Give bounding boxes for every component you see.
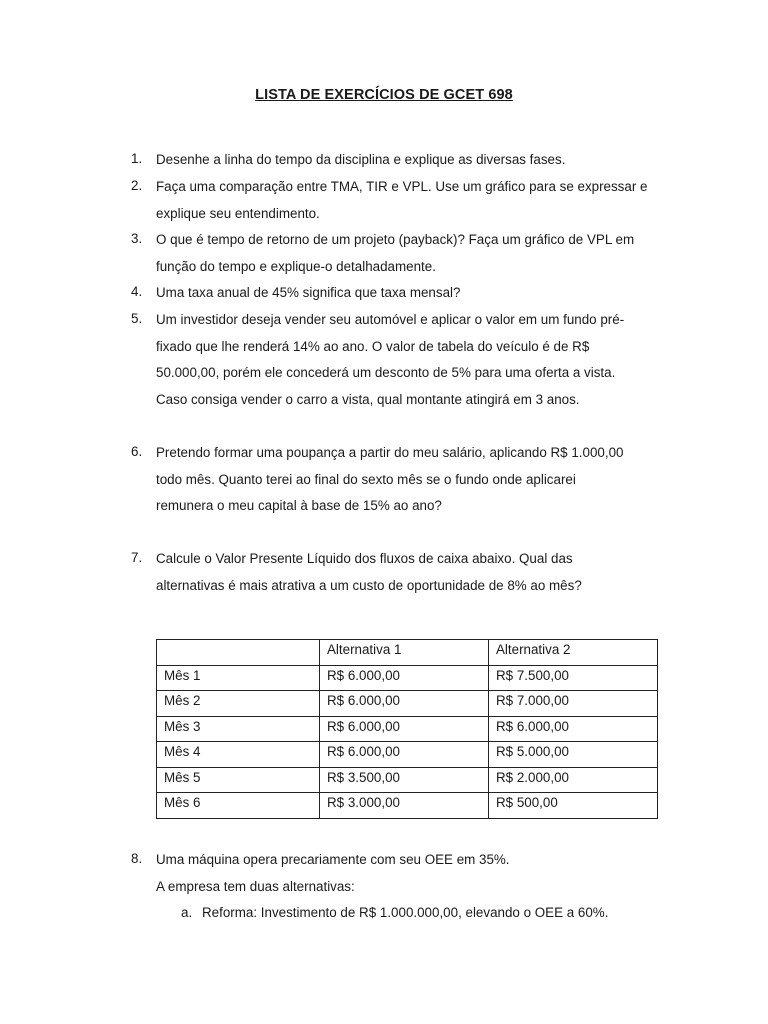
question-text-line: todo mês. Quanto terei ao final do sexto mês se o fundo onde aplicarei xyxy=(156,471,576,487)
table-header-cell xyxy=(157,640,320,666)
question-text-line: alternativas é mais atrativa a um custo de oportunidade de 8% ao mês? xyxy=(156,577,582,593)
page-title: LISTA DE EXERCÍCIOS DE GCET 698 xyxy=(255,87,513,103)
table-cell: R$ 7.000,00 xyxy=(489,691,658,717)
question-text-line: fixado que lhe renderá 14% ao ano. O valor de tabela do veículo é de R$ xyxy=(156,338,590,354)
question-text-line: A empresa tem duas alternativas: xyxy=(156,878,355,894)
table-header-row xyxy=(157,640,658,666)
question-text-line: Um investidor deseja vender seu automóvel e aplicar o valor em um fundo pré- xyxy=(156,312,625,327)
table-cell: R$ 6.000,00 xyxy=(489,716,658,742)
table-row xyxy=(157,665,658,691)
table-cell: R$ 6.000,00 xyxy=(320,691,489,717)
question-text-line: remunera o meu capital à base de 15% ao ano? xyxy=(156,498,442,513)
question-text-line: Uma máquina opera precariamente com seu OEE em 35%. xyxy=(156,852,510,867)
table-cell: R$ 2.000,00 xyxy=(489,767,658,793)
table-cell: Mês 2 xyxy=(157,691,320,717)
question-text-line: Pretendo formar uma poupança a partir do meu salário, aplicando R$ 1.000,00 xyxy=(156,445,624,460)
question-text-line: O que é tempo de retorno de um projeto (payback)? Faça um gráfico de VPL em xyxy=(156,232,635,247)
question-text-line: Desenhe a linha do tempo da disciplina e explique as diversas fases. xyxy=(156,152,566,167)
question-text-line: função do tempo e explique-o detalhadamente. xyxy=(156,258,436,274)
question-text-line: Caso consiga vender o carro a vista, qual montante atingirá em 3 anos. xyxy=(156,391,580,407)
table-cell: Mês 5 xyxy=(157,767,320,793)
table-cell: Mês 1 xyxy=(157,665,320,691)
question-text-line: Uma taxa anual de 45% significa que taxa mensal? xyxy=(156,285,461,300)
question-text-line: Calcule o Valor Presente Líquido dos fluxos de caixa abaixo. Qual das xyxy=(156,551,573,566)
table-cell: R$ 3.500,00 xyxy=(320,767,489,793)
table-row xyxy=(157,742,658,768)
table-row xyxy=(157,691,658,717)
question-text-line: explique seu entendimento. xyxy=(156,205,320,221)
table-cell: Mês 3 xyxy=(157,716,320,742)
table-cell: R$ 6.000,00 xyxy=(320,665,489,691)
question-number: 3. xyxy=(131,231,143,246)
cash-flow-table xyxy=(156,639,658,819)
table-cell: R$ 3.000,00 xyxy=(320,793,489,819)
question-number: 8. xyxy=(131,851,143,866)
table-cell: R$ 6.000,00 xyxy=(320,716,489,742)
table-cell: R$ 500,00 xyxy=(489,793,658,819)
table-header-cell: Alternativa 1 xyxy=(320,640,489,666)
subitem-text: Reforma: Investimento de R$ 1.000.000,00, elevando o OEE a 60%. xyxy=(202,905,609,920)
question-number: 5. xyxy=(131,311,143,326)
question-number: 7. xyxy=(131,550,143,565)
question-number: 4. xyxy=(131,284,143,299)
table-cell: R$ 6.000,00 xyxy=(320,742,489,768)
table-cell: Mês 4 xyxy=(157,742,320,768)
question-text-line: 50.000,00, porém ele concederá um desconto de 5% para uma oferta a vista. xyxy=(156,365,616,380)
table-cell: R$ 5.000,00 xyxy=(489,742,658,768)
question-number: 1. xyxy=(131,151,143,166)
table-cell: R$ 7.500,00 xyxy=(489,665,658,691)
subitem-letter: a. xyxy=(181,905,193,920)
question-text-line: Faça uma comparação entre TMA, TIR e VPL. Use um gráfico para se expressar e xyxy=(156,179,648,194)
question-number: 6. xyxy=(131,444,143,459)
table-header-cell: Alternativa 2 xyxy=(489,640,658,666)
table-cell: Mês 6 xyxy=(157,793,320,819)
table-row xyxy=(157,793,658,819)
question-number: 2. xyxy=(131,178,143,193)
table-row xyxy=(157,767,658,793)
table-row xyxy=(157,716,658,742)
